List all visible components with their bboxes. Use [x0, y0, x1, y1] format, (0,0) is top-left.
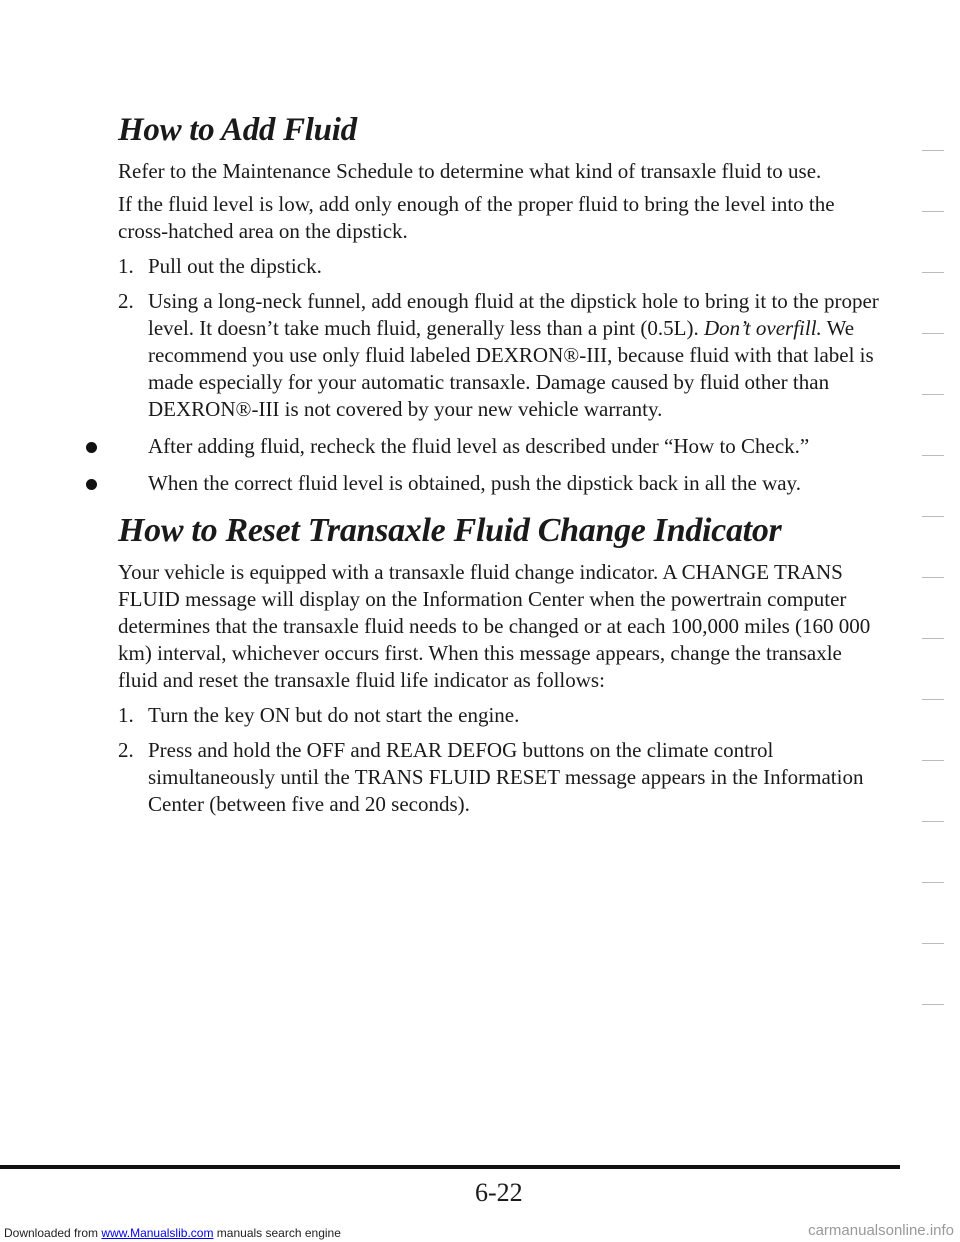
step-text-part-b: We recommend you use only fluid labeled DEXRON®-III, because fluid with that label is made especially for your automatic transaxle. Damage caused by fluid other than DEXRON®-III is not covered by your new vehicle warranty.: [148, 316, 874, 421]
step-2: [118, 737, 888, 818]
bullet-text: After adding fluid, recheck the fluid level as described under “How to Check.”: [148, 434, 810, 458]
download-credit: [4, 1226, 341, 1240]
download-prefix: Downloaded from: [4, 1226, 99, 1240]
step-text-part-a: Using a long-neck funnel, add enough fluid at the dipstick hole to bring it to the proper level. It doesn’t take much fluid, generally less than a pint (0.5L).: [148, 289, 879, 340]
page-content: [118, 108, 908, 818]
step-text: Press and hold the OFF and REAR DEFOG buttons on the climate control simultaneously until the TRANS FLUID RESET message appears in the Information Center (between five and 20 seconds).: [148, 738, 864, 816]
section-heading-reset-indicator: How to Reset Transaxle Fluid Change Indicator: [118, 512, 782, 549]
bullet-icon: [86, 479, 97, 490]
paragraph-fluid-low: If the fluid level is low, add only enough of the proper fluid to bring the level into the cross-hatched area on the dipstick.: [118, 192, 835, 243]
step-1: [118, 253, 888, 280]
bullet-icon: [86, 442, 97, 453]
download-suffix: manuals search engine: [216, 1226, 341, 1240]
step-text-emphasis: Don’t overfill.: [703, 316, 822, 340]
step-number: 1.: [118, 254, 134, 278]
page-edge-marks: [912, 150, 952, 1065]
page-number: 6-22: [475, 1178, 523, 1207]
step-2: [118, 288, 888, 423]
step-1: [118, 702, 888, 729]
section-heading-add-fluid: How to Add Fluid: [118, 112, 357, 148]
manualslib-link[interactable]: www.Manualslib.com: [101, 1226, 214, 1240]
bullet-text: When the correct fluid level is obtained, push the dipstick back in all the way.: [148, 471, 801, 495]
step-number: 2.: [118, 289, 134, 313]
step-text: Pull out the dipstick.: [148, 254, 322, 278]
watermark: carmanualsonline.info: [808, 1222, 954, 1239]
paragraph-indicator: Your vehicle is equipped with a transaxle fluid change indicator. A CHANGE TRANS FLUID message will display on the Information Center when the powertrain computer determines that the transaxle fluid needs to be changed or at each 100,000 miles (160 000 km) interval, whichever occurs first. When this message appears, change the transaxle fluid and reset the transaxle fluid life indicator as follows:: [118, 560, 871, 692]
step-number: 1.: [118, 703, 134, 727]
bullet-item: [118, 433, 888, 460]
step-number: 2.: [118, 738, 134, 762]
footer-rule: [0, 1165, 900, 1169]
paragraph-maintenance: Refer to the Maintenance Schedule to determine what kind of transaxle fluid to use.: [118, 159, 822, 183]
bullet-item: [118, 470, 888, 497]
step-text: Turn the key ON but do not start the engine.: [148, 703, 520, 727]
